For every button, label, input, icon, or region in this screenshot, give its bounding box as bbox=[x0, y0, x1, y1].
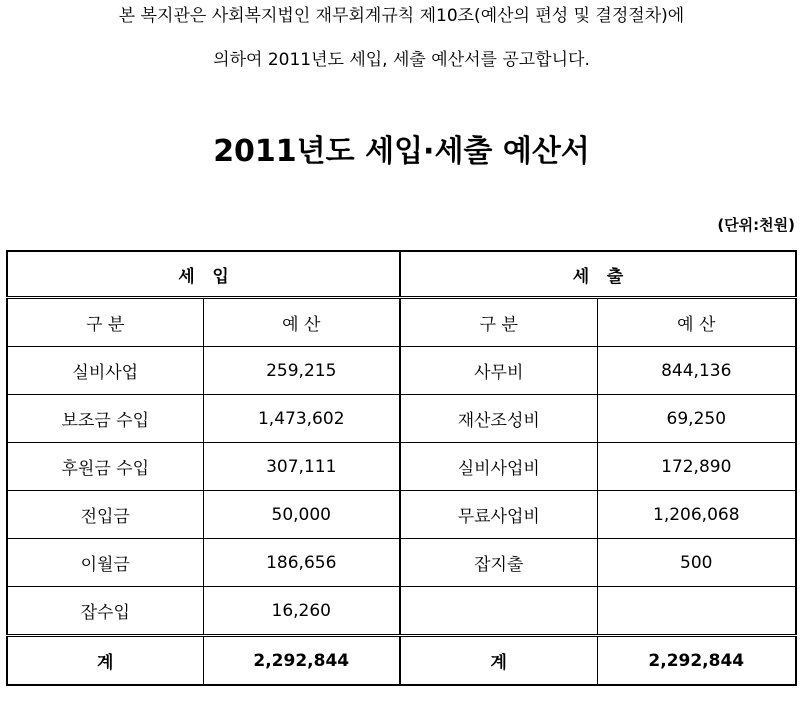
table-row bbox=[7, 395, 796, 443]
table-row bbox=[7, 443, 796, 491]
intro-line-2: 의하여 2011년도 세입, 세출 예산서를 공고합니다. bbox=[213, 50, 590, 70]
expense-item: 재산조성비 bbox=[400, 395, 597, 443]
intro-line-1: 본 복지관은 사회복지법인 재무회계규칙 제10조(예산의 편성 및 결정절차)에 bbox=[118, 6, 685, 26]
expense-item: 실비사업비 bbox=[400, 443, 597, 491]
income-item: 이월금 bbox=[7, 539, 203, 587]
income-item: 실비사업 bbox=[7, 347, 203, 395]
expense-amount: 844,136 bbox=[597, 347, 796, 395]
table-row bbox=[7, 539, 796, 587]
expense-item bbox=[400, 587, 597, 636]
section-header-row bbox=[7, 251, 796, 298]
expense-total-label: 계 bbox=[400, 636, 597, 686]
income-total-label: 계 bbox=[7, 636, 203, 686]
total-row bbox=[7, 636, 796, 686]
income-item: 후원금 수입 bbox=[7, 443, 203, 491]
expense-category-header: 구 분 bbox=[400, 298, 597, 347]
expense-section-header: 세 출 bbox=[400, 251, 796, 298]
income-amount: 186,656 bbox=[203, 539, 400, 587]
expense-amount: 500 bbox=[597, 539, 796, 587]
expense-item: 잡지출 bbox=[400, 539, 597, 587]
income-item: 전입금 bbox=[7, 491, 203, 539]
unit-note: (단위:천원) bbox=[717, 216, 795, 234]
expense-amount: 69,250 bbox=[597, 395, 796, 443]
document-title: 2011년도 세입·세출 예산서 bbox=[213, 134, 590, 169]
expense-item: 무료사업비 bbox=[400, 491, 597, 539]
income-amount: 307,111 bbox=[203, 443, 400, 491]
income-amount: 50,000 bbox=[203, 491, 400, 539]
table-row bbox=[7, 347, 796, 395]
income-section-header: 세 입 bbox=[7, 251, 400, 298]
table-row bbox=[7, 587, 796, 636]
income-amount: 259,215 bbox=[203, 347, 400, 395]
income-amount: 16,260 bbox=[203, 587, 400, 636]
income-item: 잡수입 bbox=[7, 587, 203, 636]
table-row bbox=[7, 491, 796, 539]
income-item: 보조금 수입 bbox=[7, 395, 203, 443]
expense-amount: 172,890 bbox=[597, 443, 796, 491]
expense-item: 사무비 bbox=[400, 347, 597, 395]
expense-total-amount: 2,292,844 bbox=[597, 636, 796, 686]
budget-table bbox=[6, 250, 797, 686]
expense-amount: 1,206,068 bbox=[597, 491, 796, 539]
income-amount: 1,473,602 bbox=[203, 395, 400, 443]
income-category-header: 구 분 bbox=[7, 298, 203, 347]
income-budget-header: 예 산 bbox=[203, 298, 400, 347]
expense-budget-header: 예 산 bbox=[597, 298, 796, 347]
expense-amount bbox=[597, 587, 796, 636]
income-total-amount: 2,292,844 bbox=[203, 636, 400, 686]
column-header-row bbox=[7, 298, 796, 347]
